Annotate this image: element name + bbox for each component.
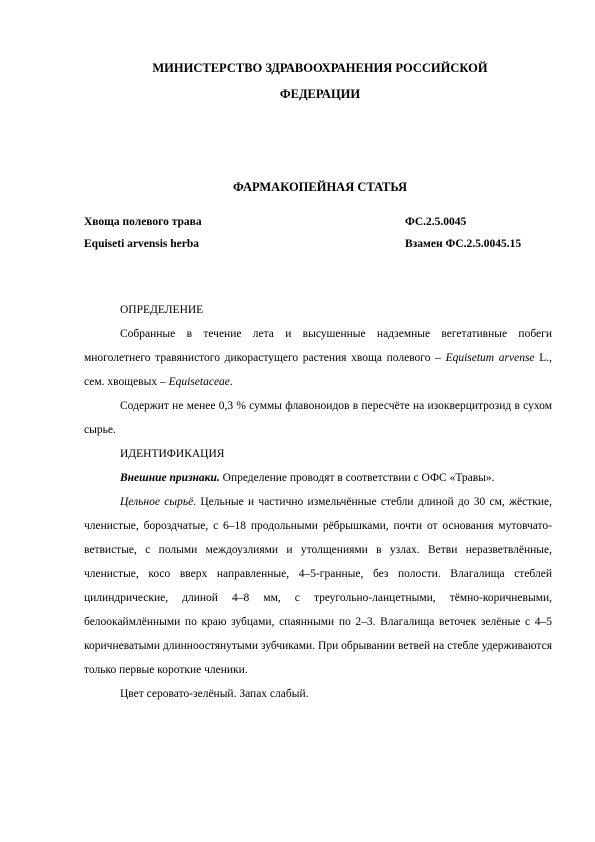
external-signs-text: Определение проводят в соответствии с ОФС «Травы». bbox=[219, 472, 495, 484]
color-smell-paragraph: Цвет серовато-зелёный. Запах слабый. bbox=[120, 688, 309, 700]
article-body bbox=[84, 298, 552, 706]
definition-end: . bbox=[229, 376, 233, 388]
external-signs-paragraph bbox=[84, 466, 552, 490]
whole-material-text: . Цельные и частично измельчённые стебли длиной до 30 см, жёсткие, членистые, бороздчатые, с 6–18 продольными рёбрышками, почти от основания мутовчато-ветвистые, с полыми междоузлиями и утолщениями в узлах. Ветви неразветвлённые, членистые, косо вверх направленные, 4–5-гранные, без полости. Влагалища стеблей цилиндрические, длиной 4–8 мм, с треугольно-ланцетными, тёмно-коричневыми, белоокаймлёнными по краю зубцами, спаянными по 2–3. Влагалища веточек зелёные с 4–5 коричневатыми длинноостянутыми зубчиками. При обрывании ветвей на стебле удерживаются только первые короткие членики. bbox=[84, 496, 552, 676]
external-signs-label: Внешние признаки. bbox=[120, 472, 220, 484]
identification-heading: ИДЕНТИФИКАЦИЯ bbox=[120, 448, 225, 460]
definition-paragraph bbox=[84, 322, 552, 394]
document-type: ФАРМАКОПЕЙНАЯ СТАТЬЯ bbox=[233, 180, 407, 194]
definition-text: Собранные в течение лета и высушенные надземные вегетативные побеги многолетнего травянистого дикорастущего растения хвоща полевого – bbox=[84, 328, 552, 364]
ministry-line-2: ФЕДЕРАЦИИ bbox=[279, 87, 361, 101]
ministry-line-1: МИНИСТЕРСТВО ЗДРАВООХРАНЕНИЯ РОССИЙСКОЙ bbox=[152, 61, 488, 75]
name-latin: Equiseti arvensis herba bbox=[84, 238, 200, 250]
species-name: Equisetum arvense bbox=[445, 352, 535, 364]
definition-heading: ОПРЕДЕЛЕНИЕ bbox=[120, 304, 204, 316]
article-code: ФС.2.5.0045 bbox=[405, 216, 467, 228]
content-paragraph: Содержит не менее 0,3 % суммы флавоноидов в пересчёте на изокверцитрозид в сухом сырье. bbox=[84, 400, 552, 436]
whole-material-label: Цельное сырьё bbox=[120, 496, 194, 508]
definition-mid: L., сем. хвощевых – bbox=[84, 352, 552, 388]
whole-material-paragraph bbox=[84, 490, 552, 682]
name-russian: Хвоща полевого трава bbox=[84, 216, 202, 228]
replaces-code: Взамен ФС.2.5.0045.15 bbox=[405, 238, 522, 250]
ministry-title bbox=[90, 55, 550, 107]
family-name: Equisetaceae bbox=[168, 376, 230, 388]
